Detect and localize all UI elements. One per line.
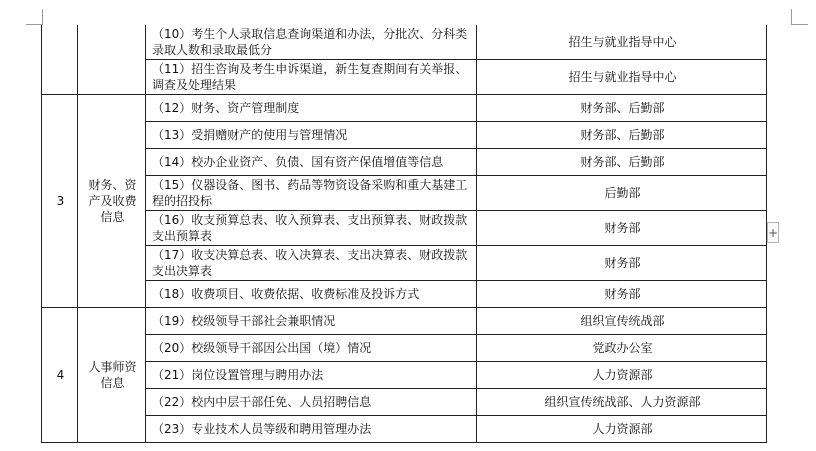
department-cell: 组织宣传统战部 (477, 308, 767, 335)
add-row-button[interactable]: + (767, 222, 779, 243)
department-cell: 财务部、后勤部 (477, 122, 767, 149)
department-cell: 财务部 (477, 211, 767, 246)
item-cell: （15）仪器设备、图书、药品等物资设备采购和重大基建工程的招投标 (146, 176, 477, 211)
department-cell: 党政办公室 (477, 335, 767, 362)
department-cell: 财务部 (477, 281, 767, 308)
item-cell: （21）岗位设置管理与聘用办法 (146, 362, 477, 389)
item-cell: （16）收支预算总表、收入预算表、支出预算表、财政拨款支出预算表 (146, 211, 477, 246)
item-cell: （12）财务、资产管理制度 (146, 95, 477, 122)
item-cell: （11）招生咨询及考生申诉渠道，新生复查期间有关举报、调查及处理结果 (146, 60, 477, 95)
row-number-cell: 3 (42, 95, 78, 308)
item-cell: （10）考生个人录取信息查询渠道和办法，分批次、分科类录取人数和录取最低分 (146, 25, 477, 60)
item-cell: （23）专业技术人员等级和聘用管理办法 (146, 416, 477, 443)
item-cell: （17）收支决算总表、收入决算表、支出决算表、财政拨款支出决算表 (146, 246, 477, 281)
number-cell-continued (42, 25, 78, 95)
department-cell: 财务部、后勤部 (477, 149, 767, 176)
item-cell: （20）校级领导干部因公出国（境）情况 (146, 335, 477, 362)
crop-mark-top-left (42, 9, 43, 25)
department-cell: 招生与就业指导中心 (477, 60, 767, 95)
category-cell-continued (78, 25, 146, 95)
row-number-cell: 4 (42, 308, 78, 443)
item-cell: （14）校办企业资产、负债、国有资产保值增值等信息 (146, 149, 477, 176)
crop-mark-top-right (791, 24, 808, 25)
crop-mark-top-right (791, 9, 792, 25)
department-cell: 财务部 (477, 246, 767, 281)
department-cell: 财务部、后勤部 (477, 95, 767, 122)
department-cell: 招生与就业指导中心 (477, 25, 767, 60)
disclosure-table (41, 25, 767, 443)
department-cell: 后勤部 (477, 176, 767, 211)
department-cell: 人力资源部 (477, 362, 767, 389)
department-cell: 组织宣传统战部、人力资源部 (477, 389, 767, 416)
item-cell: （18）收费项目、收费依据、收费标准及投诉方式 (146, 281, 477, 308)
item-cell: （22）校内中层干部任免、人员招聘信息 (146, 389, 477, 416)
item-cell: （19）校级领导干部社会兼职情况 (146, 308, 477, 335)
category-cell: 财务、资产及收费信息 (78, 95, 146, 308)
department-cell: 人力资源部 (477, 416, 767, 443)
category-cell: 人事师资信息 (78, 308, 146, 443)
item-cell: （13）受捐赠财产的使用与管理情况 (146, 122, 477, 149)
